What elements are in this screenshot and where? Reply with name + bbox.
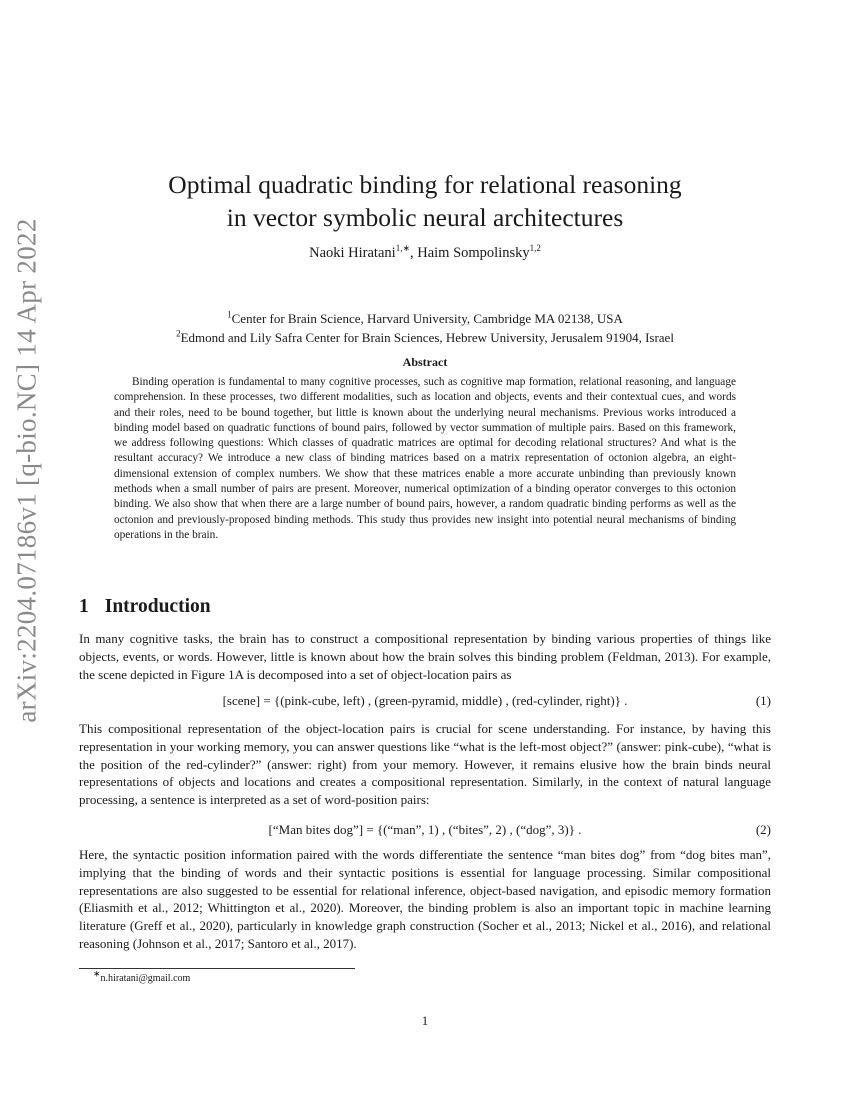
footnote-email: n.hiratani@gmail.com bbox=[100, 973, 191, 984]
paper-title bbox=[80, 168, 770, 234]
equation-body: [“Man bites dog”] = {(“man”, 1) , (“bites”, 2) , (“dog”, 3)} . bbox=[268, 822, 582, 837]
body-paragraph: This compositional representation of the object-location pairs is crucial for scene understanding. For instance, by having this representation in your working memory, you can answer questions like “what is the left-most object?” (answer: pink-cube), “what is the position of the red-cylinder?” (answer: right) from your memory. However, it remains elusive how the brain binds neural representations of objects and locations and creates a compositional representation. Similarly, in the context of natural language processing, a sentence is interpreted as a set of word-position pairs: bbox=[79, 721, 771, 808]
page-number: 1 bbox=[421, 1013, 429, 1028]
author-affiliation-marker: 1,2 bbox=[529, 243, 541, 254]
title-line-2: in vector symbolic neural architectures bbox=[226, 203, 624, 232]
section-heading bbox=[79, 596, 211, 618]
footnote bbox=[93, 968, 191, 984]
section-number: 1 bbox=[79, 596, 89, 617]
author-affiliation-marker: 1,∗ bbox=[395, 243, 410, 254]
section-title: Introduction bbox=[104, 596, 211, 617]
abstract-text: Binding operation is fundamental to many cognitive processes, such as cognitive map formation, relational reasoning, and language comprehension. In these processes, two different modalities, such as location and objects, events and their contextual cues, and words and their roles, need to be bound together, but little is known about the underlying neural mechanisms. Previous works introduced a binding model based on quadratic functions of bound pairs, followed by vector summation of multiple pairs. Based on this framework, we address following questions: Which classes of quadratic matrices are optimal for decoding relational structures? And what is the resultant accuracy? We introduce a new class of binding matrices based on a matrix representation of octonion algebra, an eight-dimensional extension of complex numbers. We show that these matrices enable a more accurate unbinding than previously known methods when a small number of pairs are present. Moreover, numerical optimization of a binding operator converges to this octonion binding. We also show that when there are a large number of bound pairs, however, a random quadratic binding performs as well as the octonion and previously-proposed binding methods. This study thus provides new insight into potential neural mechanisms of binding operations in the brain. bbox=[114, 376, 736, 541]
body-paragraph: Here, the syntactic position information paired with the words differentiate the sentence “man bites dog” from “dog bites man”, implying that the binding of words and their syntactic positions is essential for language processing. Similar compositional representations are also suggested to be essential for relational inference, object-based navigation, and episodic memory formation (Eliasmith et al., 2012; Whittington et al., 2020). Moreover, the binding problem is also an important topic in machine learning literature (Greff et al., 2020), particularly in knowledge graph construction (Socher et al., 2013; Nickel et al., 2016), and relational reasoning (Johnson et al., 2017; Santoro et al., 2017). bbox=[79, 847, 771, 951]
footnote-marker: ∗ bbox=[93, 968, 101, 979]
footnote-divider bbox=[79, 968, 355, 969]
equation-number: (1) bbox=[755, 693, 771, 708]
author-list: Naoki Hiratani$^{1,∗}$, Haim Sompolinsky$^{1,2}$ bbox=[309, 243, 541, 261]
title-line-1: Optimal quadratic binding for relational reasoning bbox=[168, 170, 682, 199]
author-name: Haim Sompolinsky bbox=[417, 245, 530, 261]
body-paragraph: In many cognitive tasks, the brain has to construct a compositional representation by binding various properties of things like objects, events, or words. However, little is known about how the brain solves this binding problem (Feldman, 2013). For example, the scene depicted in Figure 1A is decomposed into a set of object-location pairs as bbox=[79, 631, 771, 682]
affiliation-2: $^2$Edmond and Lily Safra Center for Brain Sciences, Hebrew University, Jerusalem 91904, Israel bbox=[176, 328, 674, 345]
arxiv-identifier-stamp bbox=[2, 190, 52, 750]
affiliation-1: $^1$Center for Brain Science, Harvard University, Cambridge MA 02138, USA bbox=[227, 309, 623, 326]
affiliation-list bbox=[80, 309, 770, 347]
arxiv-identifier-text: arXiv:2204.07186v1 [q-bio.NC] 14 Apr 2022 bbox=[11, 217, 42, 723]
author-name: Naoki Hiratani bbox=[309, 245, 396, 261]
equation-number: (2) bbox=[755, 822, 771, 837]
abstract-heading: Abstract bbox=[402, 355, 448, 369]
equation-body: [scene] = {(pink-cube, left) , (green-pyramid, middle) , (red-cylinder, right)} . bbox=[222, 693, 628, 708]
